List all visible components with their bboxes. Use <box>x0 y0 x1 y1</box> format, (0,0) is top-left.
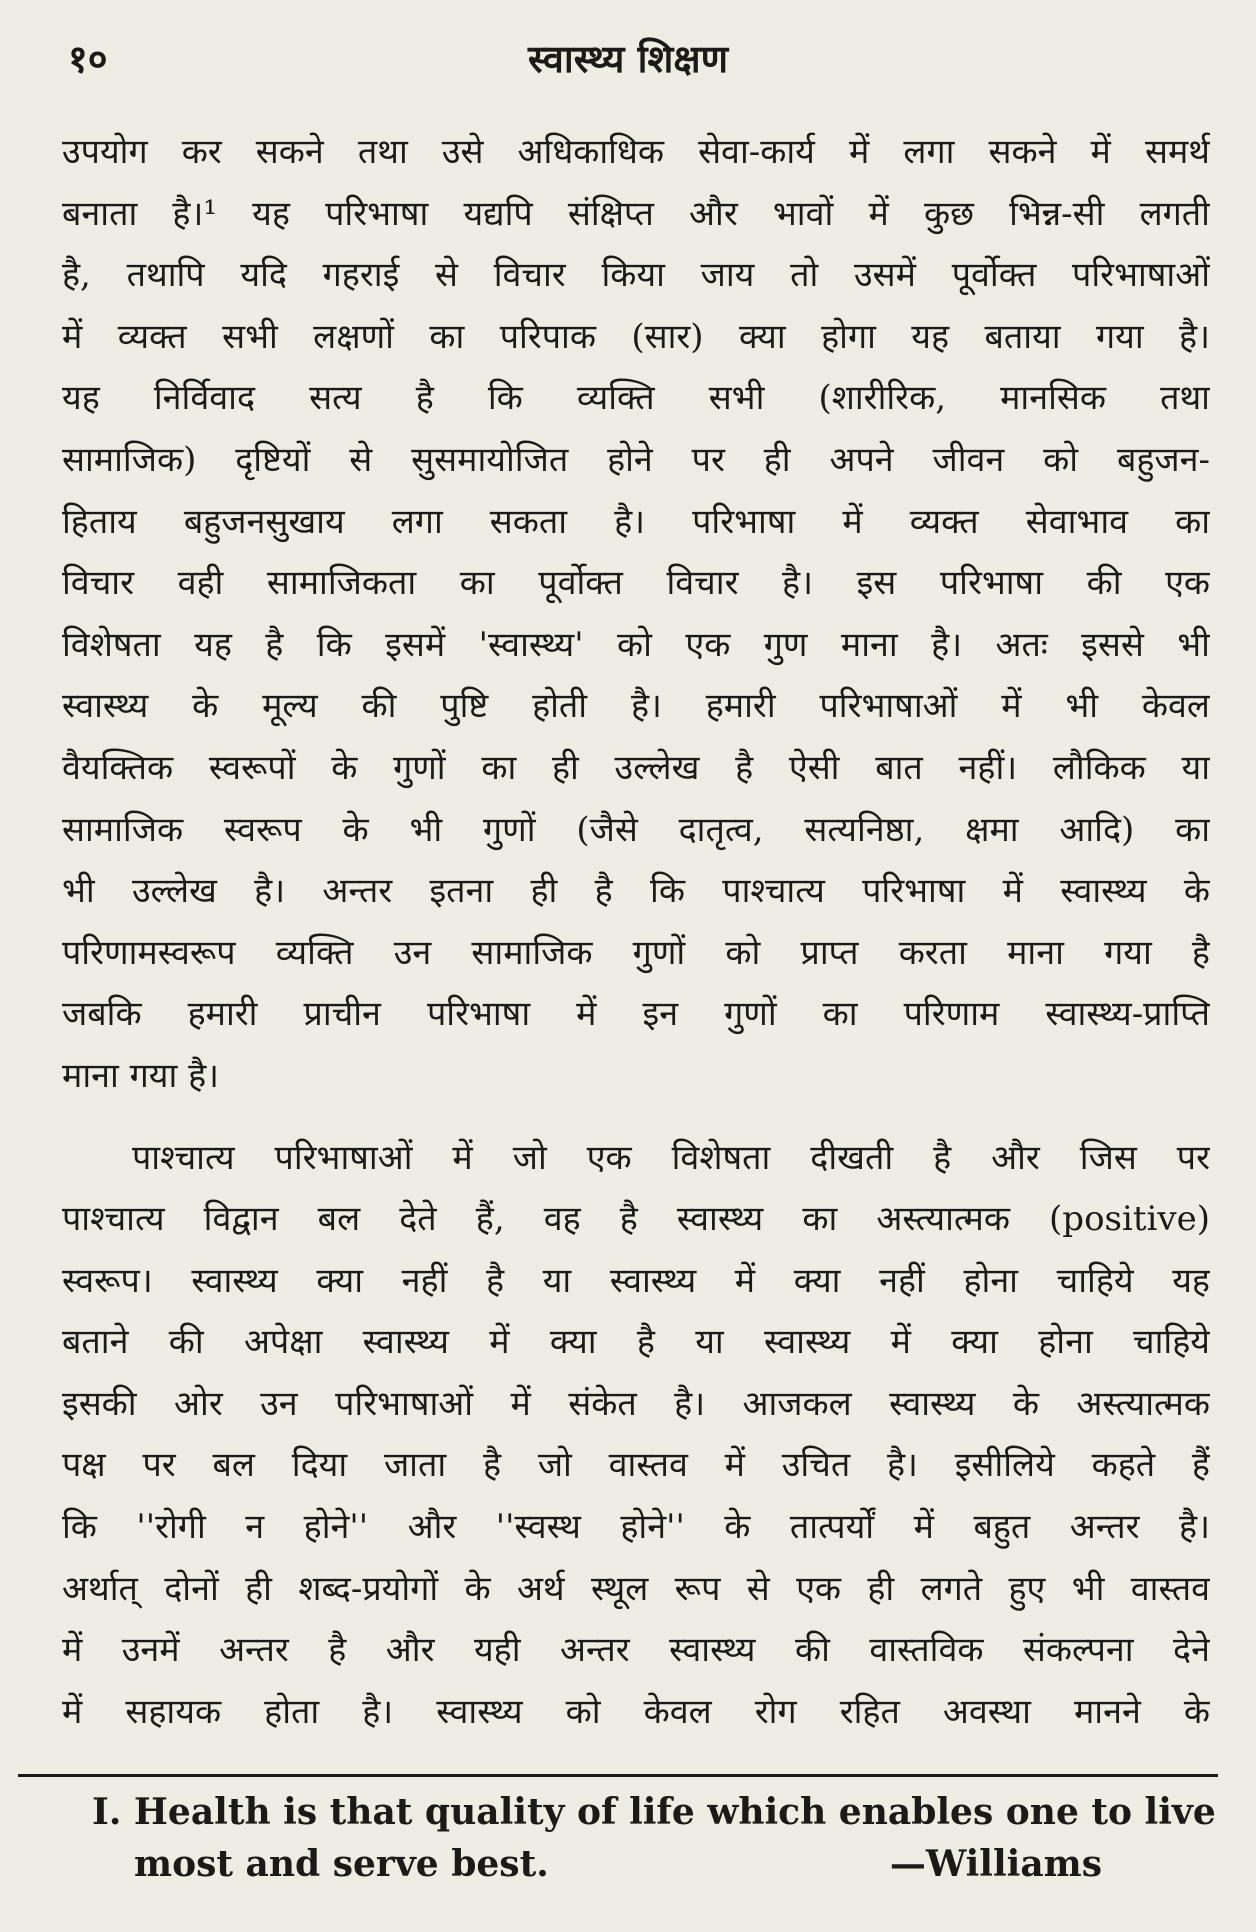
text-line: स्वास्थ्य के मूल्य की पुष्टि होती है। हमारी परिभाषाओं में भी केवल <box>62 686 1210 727</box>
paragraph-1 <box>62 122 1210 1108</box>
text-line: स्वरूप। स्वास्थ्य क्या नहीं है या स्वास्थ्य में क्या नहीं होना चाहिये यह <box>62 1260 1210 1301</box>
footnote <box>92 1786 1216 1890</box>
footnote-credit: —Williams <box>889 1843 1102 1885</box>
footnote-line-1: I. Health is that quality of life which enables one to live <box>92 1791 1216 1833</box>
text-line: जबकि हमारी प्राचीन परिभाषा में इन गुणों का परिणाम स्वास्थ्य-प्राप्ति <box>62 994 1210 1035</box>
text-line: बताने की अपेक्षा स्वास्थ्य में क्या है या स्वास्थ्य में क्या होना चाहिये <box>62 1322 1210 1363</box>
body-text <box>62 122 1210 1743</box>
text-line: पाश्चात्य विद्वान बल देते हैं, वह है स्वास्थ्य का अस्त्यात्मक (positive) <box>62 1199 1210 1240</box>
text-line: विचार वही सामाजिकता का पूर्वोक्त विचार है। इस परिभाषा की एक <box>62 563 1210 604</box>
text-line: सामाजिक) दृष्टियों से सुसमायोजित होने पर ही अपने जीवन को बहुजन- <box>62 439 1210 480</box>
text-line: में व्यक्त सभी लक्षणों का परिपाक (सार) क्या होगा यह बताया गया है। <box>62 316 1210 357</box>
text-line: इसकी ओर उन परिभाषाओं में संकेत है। आजकल स्वास्थ्य के अस्त्यात्मक <box>62 1383 1210 1424</box>
text-line: माना गया है। <box>62 1055 220 1096</box>
text-line: विशेषता यह है कि इसमें 'स्वास्थ्य' को एक गुण माना है। अतः इससे भी <box>62 624 1210 665</box>
page-header <box>60 22 1196 92</box>
text-line: उपयोग कर सकने तथा उसे अधिकाधिक सेवा-कार्य में लगा सकने में समर्थ <box>62 132 1210 172</box>
running-head: स्वास्थ्य शिक्षण <box>527 36 729 81</box>
text-line: यह निर्विवाद सत्य है कि व्यक्ति सभी (शारीरिक, मानसिक तथा <box>62 378 1210 419</box>
page-number: १० <box>68 36 108 81</box>
text-line: वैयक्तिक स्वरूपों के गुणों का ही उल्लेख है ऐसी बात नहीं। लौकिक या <box>62 747 1210 788</box>
footnote-text: most and serve best. <box>134 1843 549 1885</box>
text-line: में सहायक होता है। स्वास्थ्य को केवल रोग रहित अवस्था मानने के <box>62 1691 1210 1732</box>
text-line: पाश्चात्य परिभाषाओं में जो एक विशेषता दीखती है और जिस पर <box>132 1137 1210 1178</box>
text-line: अर्थात् दोनों ही शब्द-प्रयोगों के अर्थ स्थूल रूप से एक ही लगते हुए भी वास्तव <box>62 1568 1210 1609</box>
footnote-line-2 <box>92 1838 1202 1890</box>
text-line: पक्ष पर बल दिया जाता है जो वास्तव में उचित है। इसीलिये कहते हैं <box>62 1445 1210 1486</box>
text-line: कि ''रोगी न होने'' और ''स्वस्थ होने'' के तात्पर्यों में बहुत अन्तर है। <box>62 1507 1210 1548</box>
text-line: सामाजिक स्वरूप के भी गुणों (जैसे दातृत्व, सत्यनिष्ठा, क्षमा आदि) का <box>62 809 1210 850</box>
text-line: में उनमें अन्तर है और यही अन्तर स्वास्थ्य की वास्तविक संकल्पना देने <box>62 1630 1210 1671</box>
text-line: परिणामस्वरूप व्यक्ति उन सामाजिक गुणों को प्राप्त करता माना गया है <box>62 932 1210 973</box>
text-line: बनाता है।¹ यह परिभाषा यद्यपि संक्षिप्त और भावों में कुछ भिन्न-सी लगती <box>62 193 1210 234</box>
text-line: भी उल्लेख है। अन्तर इतना ही है कि पाश्चात्य परिभाषा में स्वास्थ्य के <box>62 871 1210 912</box>
text-line: है, तथापि यदि गहराई से विचार किया जाय तो उसमें पूर्वोक्त परिभाषाओं <box>62 255 1210 296</box>
footnote-divider <box>18 1774 1218 1777</box>
paragraph-2 <box>62 1128 1210 1744</box>
text-line: हिताय बहुजनसुखाय लगा सकता है। परिभाषा में व्यक्त सेवाभाव का <box>62 501 1210 542</box>
